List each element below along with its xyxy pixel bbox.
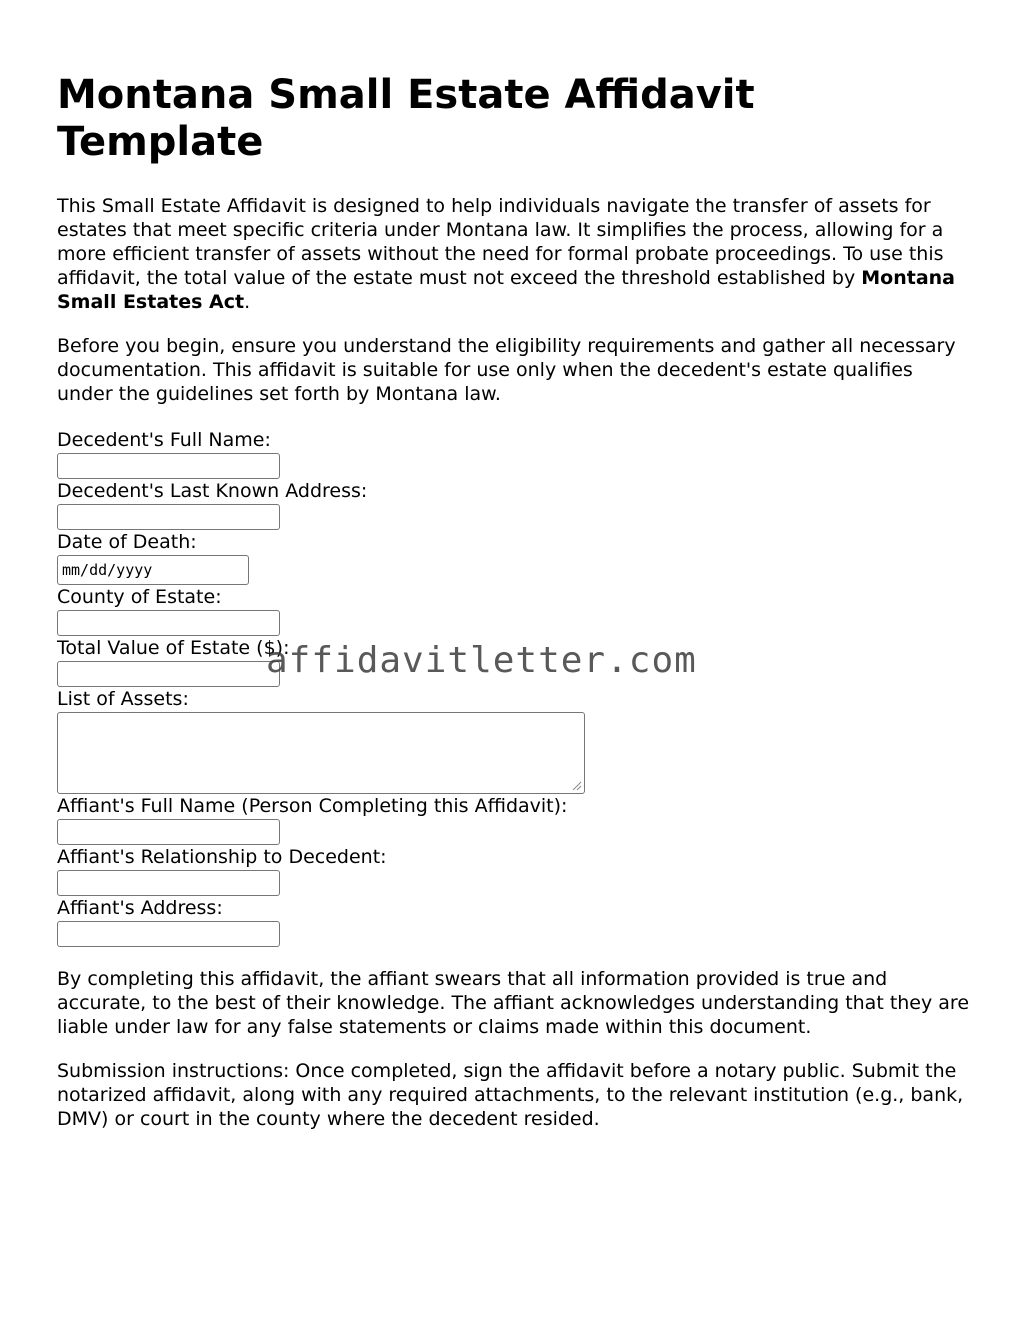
- before-begin-paragraph: Before you begin, ensure you understand the eligibility requirements and gather all necessary documentation. This affidavit is suitable for use only when the decedent's estate qualifies under the guidelines set forth by Montana law.: [57, 335, 956, 405]
- county-input[interactable]: [57, 610, 280, 636]
- document-page: [57, 72, 969, 1151]
- total-value-input[interactable]: [57, 661, 280, 687]
- intro-paragraph: [57, 194, 969, 314]
- closing-statement: By completing this affidavit, the affiant swears that all information provided is true and accurate, to the best of their knowledge. The affiant acknowledges understanding that they are liable under law for any false statements or claims made within this document.: [57, 968, 970, 1038]
- decedent-address-input[interactable]: [57, 504, 280, 530]
- decedent-address-label: Decedent's Last Known Address:: [57, 480, 368, 502]
- affiant-address-input[interactable]: [57, 921, 280, 947]
- intro-act-name: Montana Small Estates Act: [57, 267, 955, 313]
- total-value-label: Total Value of Estate ($):: [57, 637, 290, 659]
- affiant-name-label: Affiant's Full Name (Person Completing this Affidavit):: [57, 795, 568, 817]
- county-label: County of Estate:: [57, 586, 222, 608]
- resize-grip-icon[interactable]: [572, 781, 582, 791]
- date-of-death-label: Date of Death:: [57, 531, 197, 553]
- affiant-name-input[interactable]: [57, 819, 280, 845]
- intro-end: .: [244, 291, 251, 313]
- affiant-relationship-input[interactable]: [57, 870, 280, 896]
- affiant-relationship-label: Affiant's Relationship to Decedent:: [57, 846, 387, 868]
- submission-instructions: Submission instructions: Once completed, sign the affidavit before a notary public. Submit the notarized affidavit, along with any required attachments, to the relevant institution (e.g., bank, DMV) or court in the county where the decedent resided.: [57, 1060, 964, 1130]
- date-of-death-input[interactable]: mm/dd/yyyy: [57, 555, 249, 585]
- decedent-name-input[interactable]: [57, 453, 280, 479]
- affiant-address-label: Affiant's Address:: [57, 897, 223, 919]
- decedent-name-label: Decedent's Full Name:: [57, 429, 271, 451]
- assets-textarea[interactable]: [57, 712, 585, 794]
- watermark-text: affidavitletter.com: [266, 640, 697, 681]
- page-title: Montana Small Estate Affidavit Template: [57, 72, 755, 165]
- intro-text: This Small Estate Affidavit is designed to help individuals navigate the transfer of assets for estates that meet specific criteria under Montana law. It simplifies the process, allowing for a more efficient transfer of assets without the need for formal probate proceedings. To use this affidavit, the total value of the estate must not exceed the threshold established by: [57, 195, 944, 289]
- assets-label: List of Assets:: [57, 688, 189, 710]
- affidavit-form: [57, 428, 969, 947]
